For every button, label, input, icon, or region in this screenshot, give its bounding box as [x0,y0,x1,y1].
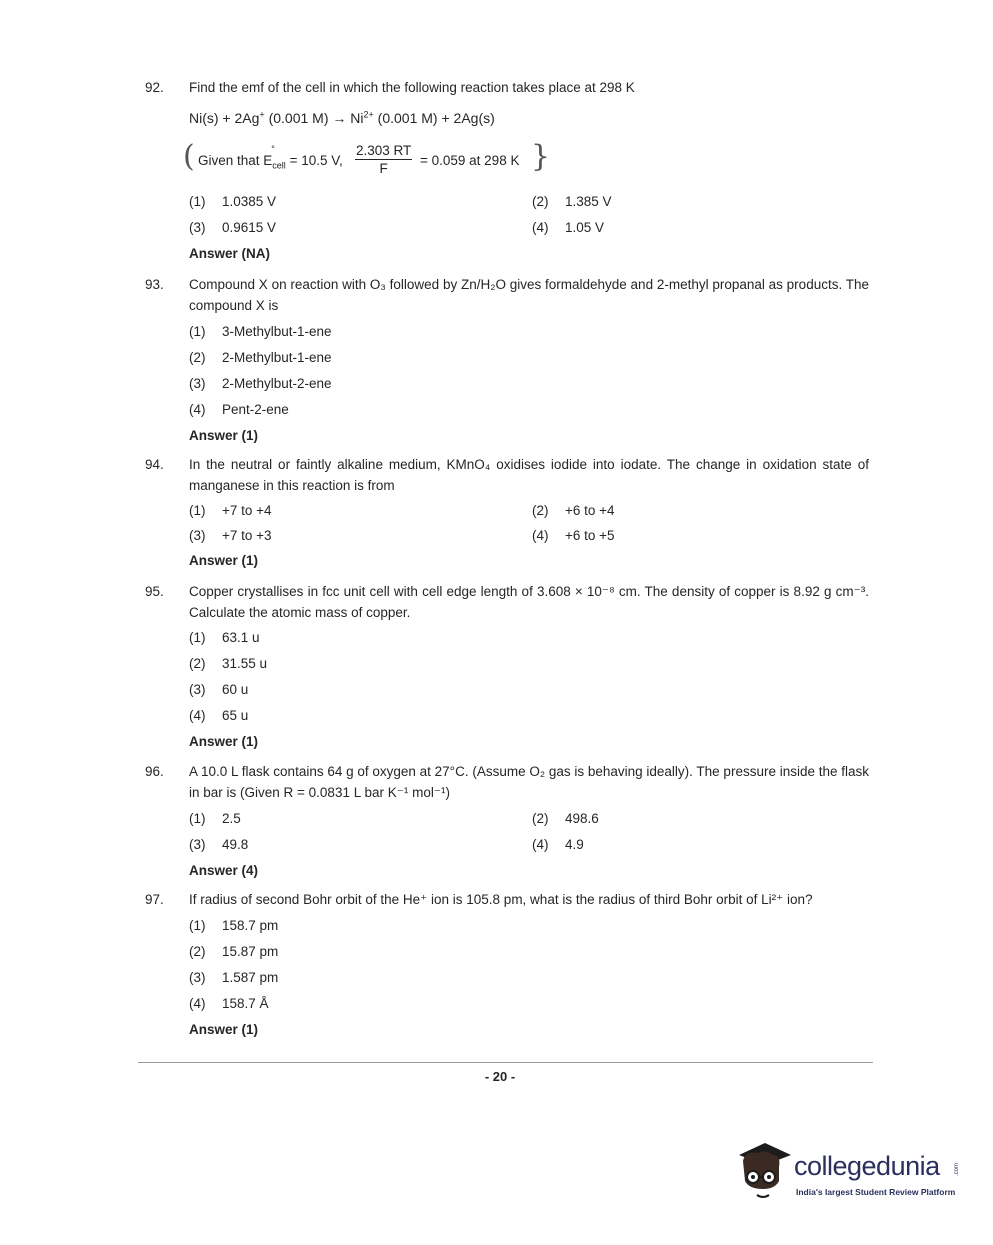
q92-given-prefix: Given that E [198,153,273,168]
q97-option-3: (3) 1.587 pm [189,970,279,985]
collegedunia-logo: collegedunia [794,1151,940,1181]
q96-option-2: (2) 498.6 [532,811,599,826]
q92-given: ( Given that E ° $_{cell}$ = 10.5 V, $\frac{2.303 RT}{F}$ = 0.059 at 298 K } [183,139,551,176]
q92-cell: cell [272,160,286,171]
q92-frac-den: F [379,161,388,176]
q92-reaction-lhs: Ni(s) + 2Ag [189,110,260,126]
q92-ni-charge: 2+ [363,109,374,120]
q92-ni-conc: (0.001 M) [377,110,438,126]
q93-option-1: (1) 3-Methylbut-1-ene [189,324,332,339]
footer-divider [138,1062,873,1063]
q92-ag-conc: (0.001 M) [268,110,329,126]
q94-option-2: (2) +6 to +4 [532,503,615,518]
q92-answer: Answer (NA) [189,246,271,261]
q93-option-2: (2) 2-Methylbut-1-ene [189,350,332,365]
q95-option-1: (1) 63.1 u [189,630,260,645]
q93-stem: Compound X on reaction with O₃ followed by Zn/H₂O gives formaldehyde and 2-methyl propanal as products. The compound X is [189,277,869,313]
collegedunia-mascot-icon [735,1137,793,1207]
q92-stem: Find the emf of the cell in which the following reaction takes place at 298 K [189,80,635,95]
q93-answer: Answer (1) [189,428,259,443]
q96-option-1: (1) 2.5 [189,811,241,826]
q94-stem: In the neutral or faintly alkaline medium, KMnO₄ oxidises iodide into iodate. The change in oxidation state of manganese in this reaction is from [189,457,869,493]
q95-number: 95. [145,584,164,599]
logo-com: .com [954,1163,960,1177]
q97-answer: Answer (1) [189,1022,259,1037]
q95-stem: Copper crystallises in fcc unit cell with cell edge length of 3.608 × 10⁻⁸ cm. The density of copper is 8.92 g cm⁻³. Calculate the atomic mass of copper. [189,584,869,620]
q92-option-1: (1) 1.0385 V [189,194,277,209]
q94-number: 94. [145,457,164,472]
q92-option-4: (4) 1.05 V [532,220,605,235]
q92-ni-ion: Ni [350,110,364,126]
q93-option-4: (4) Pent-2-ene [189,402,289,417]
q92-arrow: → [332,110,347,126]
page-number: - 20 - [484,1069,516,1084]
q97-stem: If radius of second Bohr orbit of the He⁺ ion is 105.8 pm, what is the radius of third Bohr orbit of Li²⁺ ion? [189,892,813,907]
q97-option-4: (4) 158.7 Å [189,996,269,1011]
q96-answer: Answer (4) [189,863,259,878]
q92-given-val1: = 10.5 V, [289,153,343,168]
q93-number: 93. [145,277,164,292]
q92-number: 92. [145,80,164,95]
q93-option-3: (3) 2-Methylbut-2-ene [189,376,332,391]
q94-answer: Answer (1) [189,553,259,568]
q94-option-1: (1) +7 to +4 [189,503,272,518]
q95-answer: Answer (1) [189,734,259,749]
q97-number: 97. [145,892,164,907]
q92-option-3: (3) 0.9615 V [189,220,277,235]
q96-stem: A 10.0 L flask contains 64 g of oxygen at 27°C. (Assume O₂ gas is behaving ideally). The pressure inside the flask in bar is (Given R = 0.0831 L bar K⁻¹ mol⁻¹) [189,764,870,800]
q92-reaction [189,110,495,126]
q94-option-3: (3) +7 to +3 [189,528,272,543]
q95-option-2: (2) 31.55 u [189,656,268,671]
q96-option-3: (3) 49.8 [189,837,249,852]
q92-given-val2: = 0.059 at 298 K [420,153,520,168]
q95-option-4: (4) 65 u [189,708,249,723]
q96-option-4: (4) 4.9 [532,837,584,852]
q92-ag-charge: + [259,109,265,120]
q97-option-2: (2) 15.87 pm [189,944,279,959]
q94-option-4: (4) +6 to +5 [532,528,615,543]
q92-frac-num: 2.303 RT [356,143,412,158]
q96-number: 96. [145,764,164,779]
q97-option-1: (1) 158.7 pm [189,918,279,933]
q92-option-2: (2) 1.385 V [532,194,612,209]
q95-option-3: (3) 60 u [189,682,249,697]
logo-tagline: India's largest Student Review Platform [796,1187,956,1197]
q92-reaction-rhs: + 2Ag(s) [441,110,495,126]
